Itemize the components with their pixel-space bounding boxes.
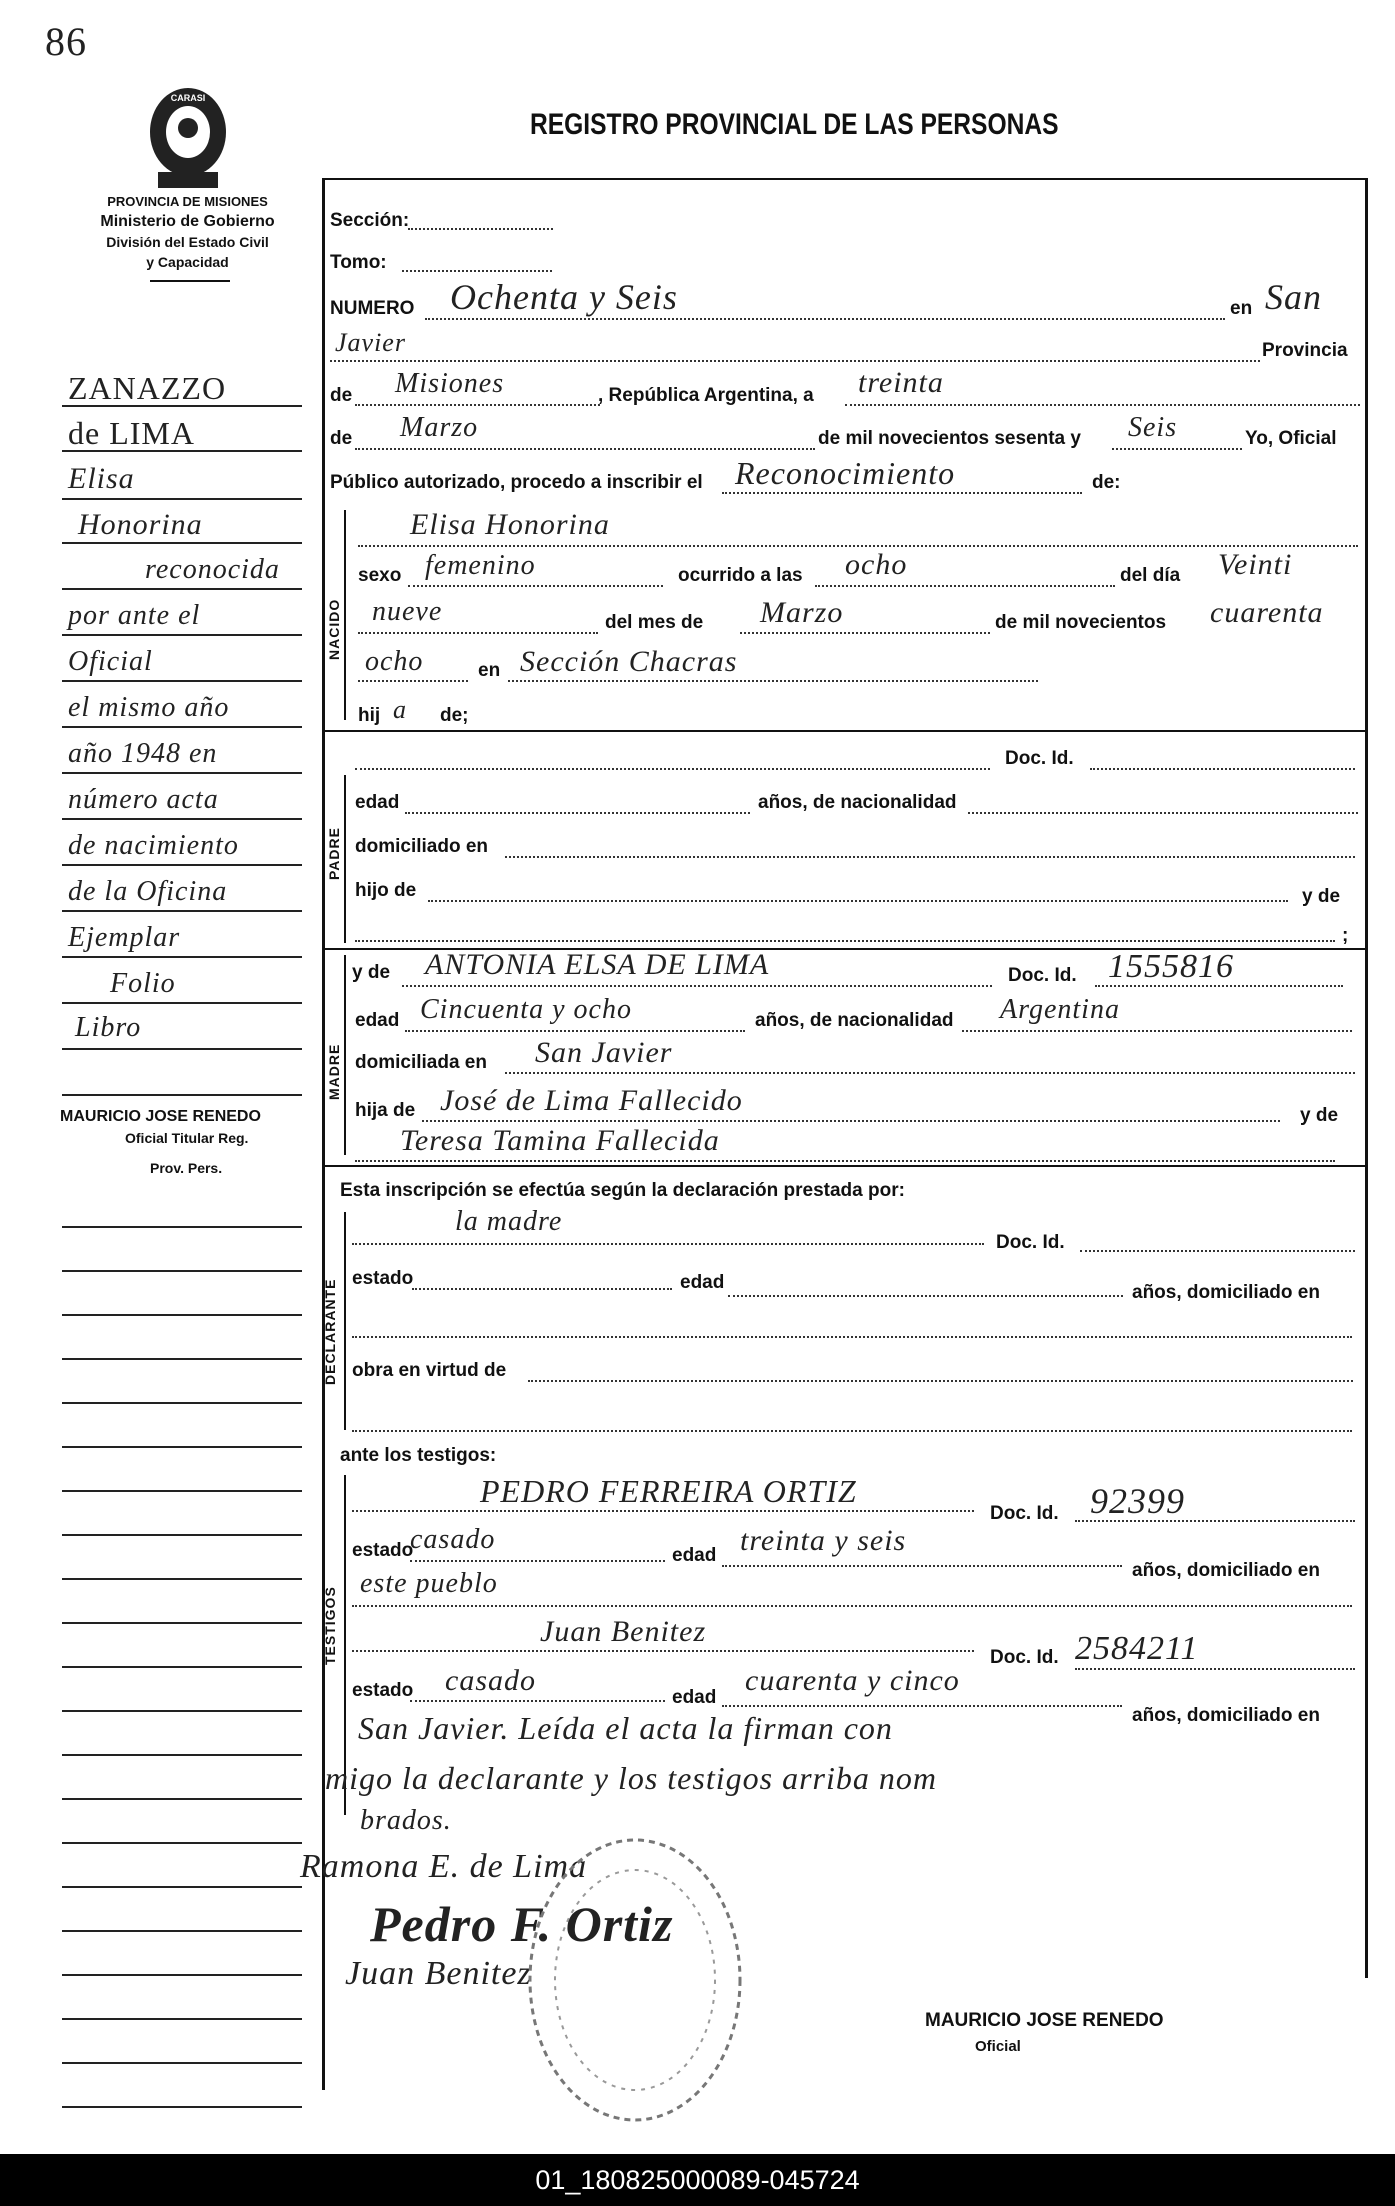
agency-line2: Ministerio de Gobierno — [100, 213, 275, 230]
madre-doc-label: Doc. Id. — [1008, 965, 1077, 986]
obra-label: obra en virtud de — [352, 1360, 507, 1381]
margin-signature-title-2: Prov. Pers. — [150, 1160, 223, 1176]
margin-note-11: de nacimiento — [68, 830, 239, 861]
declarante-edad-label: edad — [680, 1272, 725, 1293]
official-name: MAURICIO JOSE RENEDO — [925, 2010, 1164, 2031]
padre-y-de-label: y de — [1302, 886, 1341, 907]
form-top-border — [322, 178, 1368, 180]
margin-note-12: de la Oficina — [68, 876, 228, 907]
testigo1-edad-value: treinta y seis — [740, 1524, 907, 1557]
dia-value-2: nueve — [372, 596, 443, 627]
lugar-en-label: en — [478, 660, 501, 681]
en-label: en — [1230, 298, 1253, 319]
fecha-mes-value: Marzo — [400, 412, 479, 443]
madre-dom-label: domiciliada en — [355, 1052, 487, 1073]
margin-note-13: Ejemplar — [68, 922, 181, 953]
margin-signature-name: MAURICIO JOSE RENEDO — [60, 1108, 261, 1125]
declarante-estado-label: estado — [352, 1268, 414, 1289]
testigo2-edad-label: edad — [672, 1687, 717, 1708]
de-label: de — [330, 385, 353, 406]
acto-value: Reconocimiento — [735, 455, 956, 491]
del-mes-label: del mes de — [605, 612, 704, 633]
declarante-value: la madre — [455, 1206, 563, 1237]
testigo1-nombre-value: PEDRO FERREIRA ORTIZ — [480, 1473, 857, 1509]
padre-section-label: PADRE — [326, 827, 342, 880]
testigo1-estado-label: estado — [352, 1540, 414, 1561]
madre-hija-value-1: José de Lima Fallecido — [440, 1084, 743, 1117]
de-mes-label: de — [330, 428, 353, 449]
agency-block — [55, 192, 320, 272]
cierre-linea-3: brados. — [360, 1805, 452, 1836]
firma-declarante: Ramona E. de Lima — [300, 1848, 588, 1885]
madre-dom-value: San Javier — [535, 1036, 673, 1069]
anio-value-2: ocho — [365, 646, 424, 677]
madre-edad-label: edad — [355, 1010, 400, 1031]
oficial-label: Yo, Oficial — [1245, 428, 1337, 449]
nombre-value: Elisa Honorina — [410, 508, 610, 541]
testigo2-estado-value: casado — [445, 1664, 536, 1697]
margin-note-7: Oficial — [68, 646, 153, 677]
official-seal-icon — [520, 1830, 750, 2130]
testigos-section-label: TESTIGOS — [322, 1586, 338, 1665]
provincia-value: Misiones — [395, 368, 505, 399]
mes-value: Marzo — [760, 596, 844, 629]
de-colon-label: de: — [1092, 472, 1121, 493]
mil-novecientos-label: de mil novecientos — [995, 612, 1167, 633]
testigo2-dom-label: años, domiciliado en — [1132, 1705, 1320, 1726]
margin-signature-title-1: Oficial Titular Reg. — [125, 1130, 249, 1146]
ocurrido-label: ocurrido a las — [678, 565, 803, 586]
testigo1-dom-label: años, domiciliado en — [1132, 1560, 1320, 1581]
testigo2-doc-label: Doc. Id. — [990, 1647, 1059, 1668]
margin-note-1: ZANAZZO — [68, 370, 227, 406]
lugar-value: Sección Chacras — [520, 645, 738, 678]
margin-note-14: Folio — [110, 968, 176, 999]
sesenta-value: Seis — [1128, 412, 1178, 443]
seal-text: CARASI — [170, 93, 206, 103]
document-id-footer: 01_180825000089-045724 — [0, 2154, 1395, 2206]
testigo1-dom-value: este pueblo — [360, 1568, 498, 1599]
testigo2-nombre-value: Juan Benitez — [540, 1615, 707, 1648]
agency-line4: y Capacidad — [146, 254, 229, 270]
madre-hija-value-2: Teresa Tamina Fallecida — [400, 1124, 720, 1157]
inscripcion-label: Esta inscripción se efectúa según la declaración prestada por: — [340, 1180, 905, 1201]
dia-value-1: Veinti — [1218, 548, 1293, 581]
declarante-dom-label: años, domiciliado en — [1132, 1282, 1320, 1303]
sexo-label: sexo — [358, 565, 402, 586]
margin-note-10: número acta — [68, 784, 219, 815]
madre-nombre-value: ANTONIA ELSA DE LIMA — [425, 948, 770, 981]
testigo1-estado-value: casado — [410, 1524, 496, 1555]
margin-note-5: reconocida — [145, 554, 280, 585]
declarante-section-label: DECLARANTE — [322, 1278, 338, 1385]
testigos-label: ante los testigos: — [340, 1445, 497, 1466]
tomo-label: Tomo: — [330, 252, 387, 273]
del-dia-label: del día — [1120, 565, 1181, 586]
margin-note-8: el mismo año — [68, 692, 230, 723]
madre-nac-label: años, de nacionalidad — [755, 1010, 954, 1031]
hij-label: hij — [358, 705, 381, 726]
margin-note-4: Honorina — [78, 508, 203, 541]
numero-label: NUMERO — [330, 298, 415, 319]
hij-de-label: de; — [440, 705, 469, 726]
margin-note-9: año 1948 en — [68, 738, 218, 769]
hij-value: a — [393, 695, 407, 724]
madre-nac-value: Argentina — [1000, 994, 1120, 1025]
fecha-dia-value: treinta — [858, 366, 944, 399]
cierre-linea-2: migo la declarante y los testigos arriba nom — [325, 1760, 937, 1796]
testigo1-doc-label: Doc. Id. — [990, 1503, 1059, 1524]
anio-value-1: cuarenta — [1210, 596, 1324, 629]
firma-testigo-2: Juan Benitez — [345, 1955, 532, 1992]
sexo-value: femenino — [425, 550, 536, 581]
agency-line1: PROVINCIA DE MISIONES — [107, 194, 268, 209]
testigo1-doc-value: 92399 — [1090, 1481, 1185, 1521]
testigo2-doc-value: 2584211 — [1075, 1630, 1199, 1667]
margin-note-2: de LIMA — [68, 415, 195, 451]
declarante-doc-label: Doc. Id. — [996, 1232, 1065, 1253]
testigo2-edad-value: cuarenta y cinco — [745, 1664, 960, 1697]
padre-hijo-label: hijo de — [355, 880, 417, 901]
padre-doc-label: Doc. Id. — [1005, 748, 1074, 769]
madre-edad-value: Cincuenta y ocho — [420, 994, 632, 1025]
madre-section-label: MADRE — [326, 1043, 342, 1100]
padre-edad-label: edad — [355, 792, 400, 813]
madre-hija-y-de-label: y de — [1300, 1105, 1339, 1126]
en-value-2: Javier — [335, 328, 406, 357]
form-right-border — [1365, 178, 1368, 1978]
provincia-label: Provincia — [1262, 340, 1348, 361]
margin-note-3: Elisa — [68, 462, 135, 495]
nacido-section-label: NACIDO — [326, 598, 342, 660]
testigo2-estado-label: estado — [352, 1680, 414, 1701]
page-title: REGISTRO PROVINCIAL DE LAS PERSONAS — [530, 108, 1059, 141]
hora-value: ocho — [845, 548, 908, 581]
official-title: Oficial — [975, 2038, 1021, 2055]
sesenta-label: de mil novecientos sesenta y — [818, 428, 1081, 449]
cierre-linea-1: San Javier. Leída el acta la firman con — [358, 1710, 893, 1746]
madre-y-de-label: y de — [352, 962, 391, 983]
firma-testigo-1: Pedro F. Ortiz — [370, 1896, 674, 1952]
seccion-label: Sección: — [330, 210, 410, 231]
madre-doc-value: 1555816 — [1108, 948, 1234, 985]
page-number: 86 — [45, 19, 87, 64]
margin-note-15: Libro — [75, 1012, 142, 1043]
padre-dom-label: domiciliado en — [355, 836, 489, 857]
numero-value: Ochenta y Seis — [450, 277, 678, 317]
form-left-border — [322, 180, 325, 2090]
publico-label: Público autorizado, procedo a inscribir el — [330, 472, 703, 493]
testigo1-edad-label: edad — [672, 1545, 717, 1566]
padre-nac-label: años, de nacionalidad — [758, 792, 957, 813]
agency-line3: División del Estado Civil — [106, 234, 269, 250]
madre-hija-label: hija de — [355, 1100, 416, 1121]
margin-note-6: por ante el — [68, 600, 201, 631]
en-value-1: San — [1265, 277, 1322, 317]
republica-label: , República Argentina, a — [598, 385, 814, 406]
